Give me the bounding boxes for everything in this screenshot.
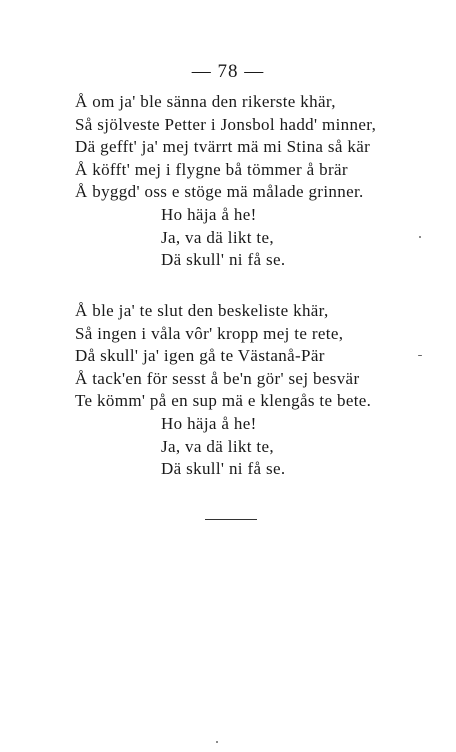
verse-line: Te kömm' på en sup mä e klengås te bete. xyxy=(75,391,372,411)
refrain-line: Ja, va dä likt te, xyxy=(161,227,274,247)
verse-line: Så sjölveste Petter i Jonsbol hadd' minner, xyxy=(75,114,377,134)
end-divider-rule xyxy=(205,519,257,520)
paper-speck xyxy=(418,355,422,356)
paper-speck xyxy=(419,236,421,238)
verse-line: Då skull' ja' igen gå te Västanå-Pär xyxy=(75,346,325,366)
page-number: — 78 — xyxy=(191,61,265,82)
verse-line: Å tack'en för sesst å be'n gör' sej besvär xyxy=(75,368,360,388)
refrain-line: Ho häja å he! xyxy=(161,413,257,433)
verse-line: Å köfft' mej i flygne bå tömmer å brär xyxy=(75,159,348,179)
verse-line: Så ingen i våla vôr' kropp mej te rete, xyxy=(75,323,344,343)
stanza-1 xyxy=(75,91,435,272)
verse-line: Dä gefft' ja' mej tvärrt mä mi Stina så kär xyxy=(75,137,371,157)
refrain-line: Ja, va dä likt te, xyxy=(161,436,274,456)
paper-speck xyxy=(216,741,218,743)
refrain-line: Ho häja å he! xyxy=(161,204,257,224)
verse-line: Å byggd' oss e stöge mä målade grinner. xyxy=(75,182,364,202)
verse-line: Å ble ja' te slut den beskeliste khär, xyxy=(75,301,329,320)
stanza-2 xyxy=(75,300,435,481)
verse-line: Å om ja' ble sänna den rikerste khär, xyxy=(75,92,336,111)
refrain-line: Dä skull' ni få se. xyxy=(161,459,286,479)
refrain-line: Dä skull' ni få se. xyxy=(161,250,286,270)
